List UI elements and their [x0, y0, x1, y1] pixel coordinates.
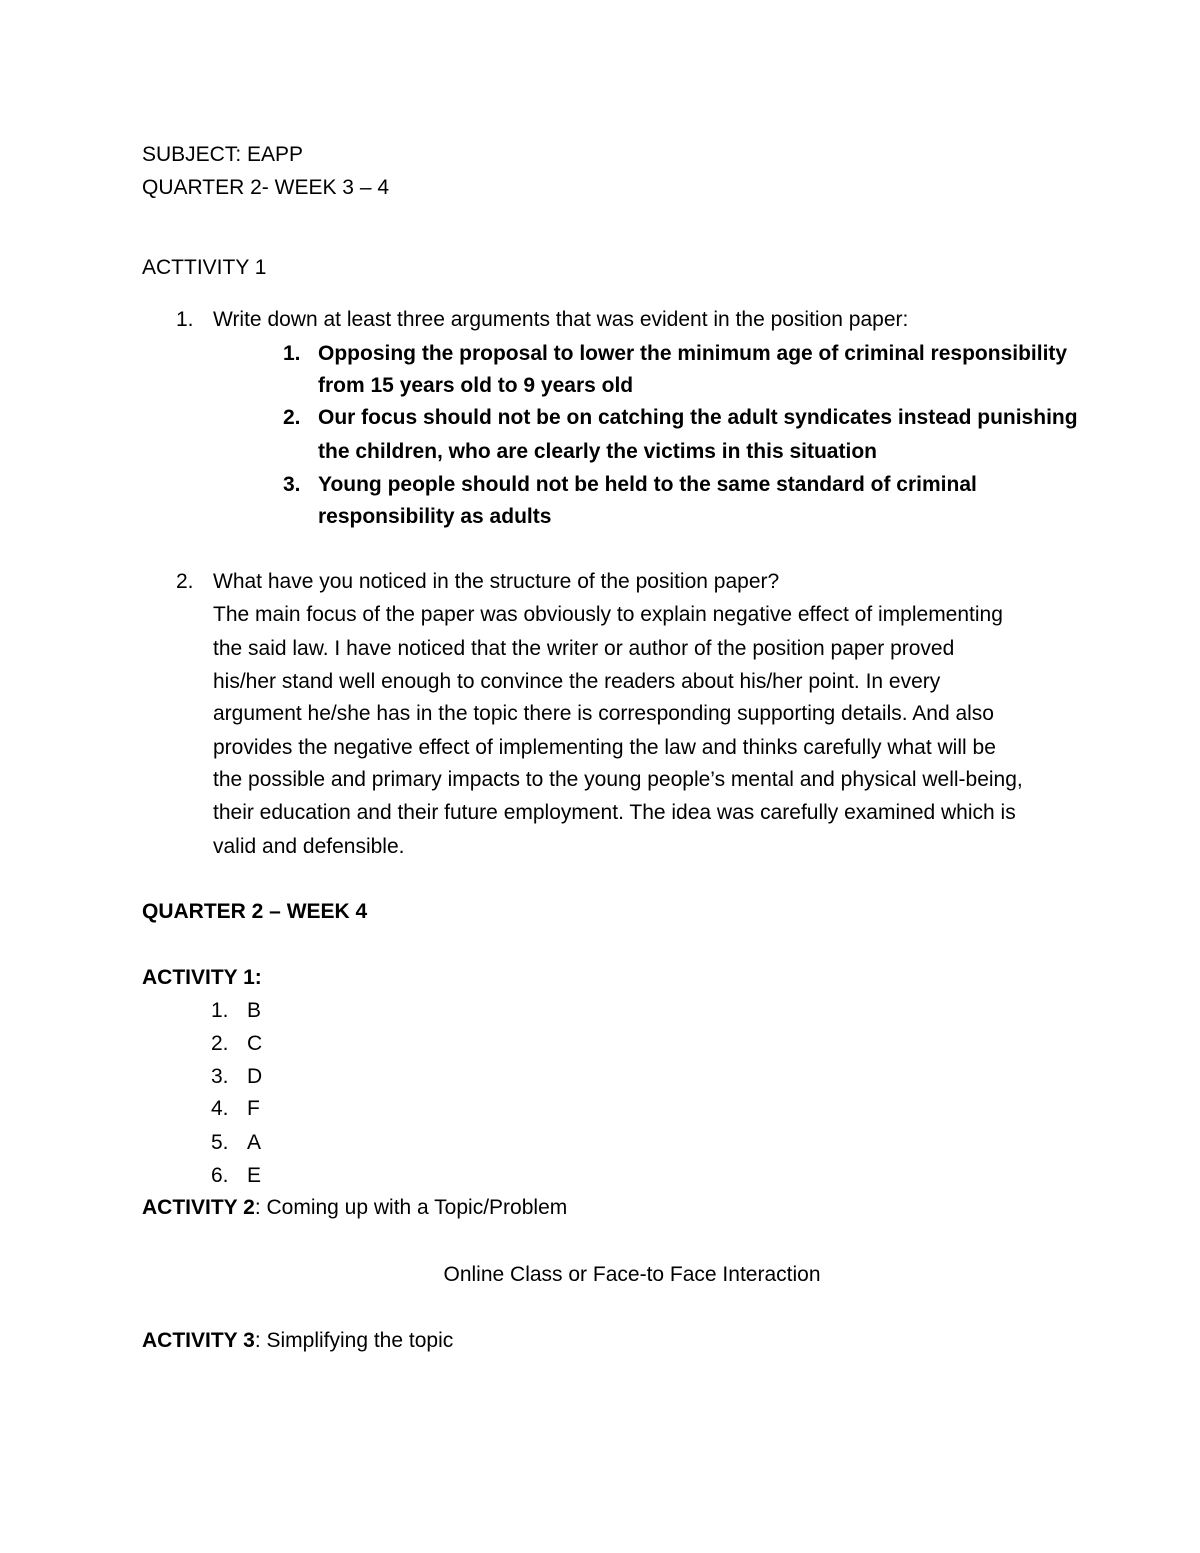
activity3-text: : Simplifying the topic [254, 1329, 454, 1352]
answer-letter: A [247, 1131, 262, 1154]
answer-letter: E [247, 1164, 262, 1187]
q1-text: Write down at least three arguments that was evident in the position paper: [213, 308, 909, 331]
q1-answer1-number: 1. [283, 342, 301, 365]
q1-answer3-line2: responsibility as adults [318, 505, 552, 528]
q1-answer1-line2: from 15 years old to 9 years old [318, 374, 634, 397]
answer-number: 3. [211, 1065, 229, 1088]
q2-answer-line: their education and their future employment. The idea was carefully examined which is [213, 801, 1016, 824]
activity2-answer: Online Class or Face-to Face Interaction [443, 1263, 821, 1286]
answer-number: 2. [211, 1032, 229, 1055]
q2-answer-line: the said law. I have noticed that the writer or author of the position paper proved [213, 637, 955, 660]
q2-number: 2. [176, 570, 194, 593]
q1-answer1-line1: Opposing the proposal to lower the minimum age of criminal responsibility [318, 342, 1068, 365]
q2-answer-line: the possible and primary impacts to the young people’s mental and physical well-being, [213, 768, 1023, 791]
answer-number: 6. [211, 1164, 229, 1187]
answer-letter: B [247, 999, 262, 1022]
activity3-label: ACTIVITY 3 [142, 1329, 255, 1352]
activity1-title: ACTTIVITY 1 [142, 256, 267, 279]
q2-answer-line: The main focus of the paper was obviously to explain negative effect of implementing [213, 603, 1003, 626]
answer-letter: C [247, 1032, 263, 1055]
q1-answer3-line1: Young people should not be held to the same standard of criminal [318, 473, 977, 496]
q2-answer-line: argument he/she has in the topic there is corresponding supporting details. And also [213, 702, 994, 725]
q1-answer3-number: 3. [283, 473, 301, 496]
week4-activity1-title: ACTIVITY 1: [142, 966, 262, 989]
answer-letter: F [247, 1097, 260, 1120]
answer-number: 4. [211, 1097, 229, 1120]
q2-answer-line: his/her stand well enough to convince the readers about his/her point. In every [213, 670, 941, 693]
q1-answer2-number: 2. [283, 406, 301, 429]
q2-answer-line: valid and defensible. [213, 835, 405, 858]
activity2-label: ACTIVITY 2 [142, 1196, 255, 1219]
quarter-line: QUARTER 2- WEEK 3 – 4 [142, 176, 390, 199]
activity3-line [142, 1327, 453, 1355]
q2-answer-line: provides the negative effect of implementing the law and thinks carefully what will be [213, 736, 996, 759]
activity2-line [142, 1194, 567, 1222]
subject-line: SUBJECT: EAPP [142, 143, 304, 166]
q1-number: 1. [176, 308, 194, 331]
week4-title: QUARTER 2 – WEEK 4 [142, 900, 368, 923]
answer-letter: D [247, 1065, 263, 1088]
answer-number: 1. [211, 999, 229, 1022]
q1-answer2-line1: Our focus should not be on catching the adult syndicates instead punishing [318, 406, 1078, 429]
q1-answer2-line2: the children, who are clearly the victims in this situation [318, 440, 877, 463]
q2-text: What have you noticed in the structure of the position paper? [213, 570, 780, 593]
activity2-text: : Coming up with a Topic/Problem [254, 1196, 568, 1219]
answer-number: 5. [211, 1131, 229, 1154]
